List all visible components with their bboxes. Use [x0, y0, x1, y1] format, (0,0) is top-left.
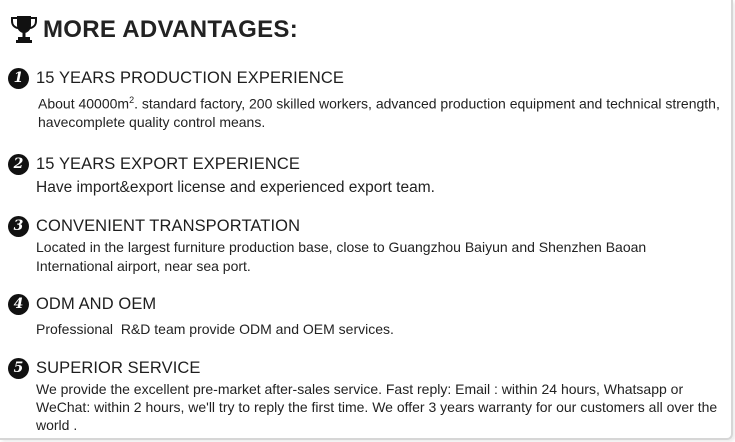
item-description: Have import&export license and experienced export team. — [36, 179, 435, 196]
trophy-icon — [10, 14, 38, 44]
item-title: SUPERIOR SERVICE — [36, 358, 201, 377]
advantage-item-transportation — [8, 214, 723, 275]
number-badge: 1 — [8, 68, 29, 89]
page-title: MORE ADVANTAGES: — [43, 16, 299, 43]
item-title: 15 YEARS PRODUCTION EXPERIENCE — [36, 68, 345, 87]
number-badge: 2 — [8, 154, 29, 175]
desc-prefix: About 40000m — [38, 95, 130, 112]
desc-superscript: 2 — [129, 95, 135, 105]
item-title: ODM AND OEM — [36, 294, 157, 313]
item-description: Professional R&D team provide ODM and OEM services. — [36, 321, 394, 337]
number-badge: 5 — [8, 358, 29, 379]
item-title: CONVENIENT TRANSPORTATION — [36, 216, 301, 235]
item-description — [38, 91, 723, 132]
desc-suffix: . standard factory, 200 skilled workers, advanced production equipment and technical strength, havecomplete quality control means. — [38, 95, 720, 131]
advantage-item-export — [8, 152, 723, 198]
item-description: Located in the largest furniture production base, close to Guangzhou Baiyun and Shenzhen Baoan International airport, near sea port. — [36, 239, 647, 274]
advantage-item-production — [8, 66, 723, 132]
section-header — [10, 14, 298, 44]
advantage-item-odm-oem — [8, 292, 723, 339]
number-badge: 4 — [8, 294, 29, 315]
number-badge: 3 — [8, 216, 29, 237]
advantage-item-service — [8, 356, 723, 434]
item-title: 15 YEARS EXPORT EXPERIENCE — [36, 154, 300, 173]
item-description: We provide the excellent pre-market after-sales service. Fast reply: Email : within 24 hours, Whatsapp or WeChat: within 2 hours, we'll try to reply the first time. We offer 3 years warranty for our customers all over the world . — [36, 381, 718, 433]
